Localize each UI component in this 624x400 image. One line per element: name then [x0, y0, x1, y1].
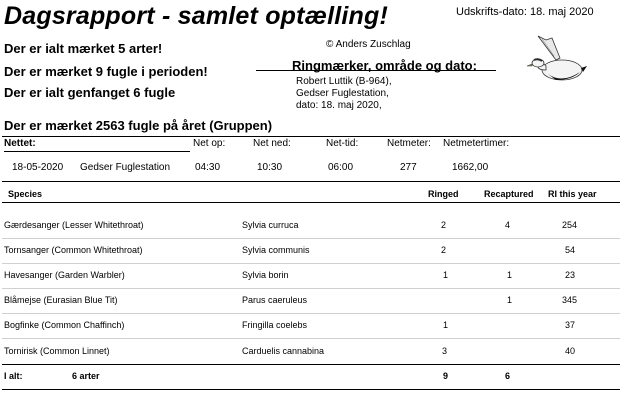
row-divider [2, 338, 620, 339]
net-tid-value: 06:00 [328, 162, 354, 173]
footer-ringed-total: 9 [443, 371, 449, 381]
col-header-recaptured: Recaptured [484, 189, 534, 199]
summary-recaptured: Der er ialt genfanget 6 fugle [4, 85, 176, 100]
summary-species: Der er ialt mærket 5 arter! [4, 41, 163, 56]
col-header-ri-year: RI this year [548, 189, 597, 199]
row-recaptured: 1 [507, 270, 513, 280]
row-species-name: Havesanger (Garden Warbler) [4, 270, 125, 280]
net-label-meter: Netmeter: [387, 138, 431, 149]
year-total: Der er mærket 2563 fugle på året (Gruppen) [4, 118, 273, 133]
copyright-text: © Anders Zuschlag [326, 39, 411, 50]
net-label-tid: Net-tid: [326, 138, 359, 149]
divider-header [2, 202, 620, 203]
divider-net [2, 181, 620, 182]
divider-footer [2, 364, 620, 365]
footer-species-count: 6 arter [72, 371, 100, 381]
col-header-species: Species [8, 189, 43, 199]
row-divider [2, 313, 620, 314]
row-ri-year: 54 [565, 245, 576, 255]
row-recaptured: 1 [507, 295, 513, 305]
net-label-metertimer: Netmetertimer: [443, 138, 510, 149]
row-ringed: 1 [443, 320, 449, 330]
row-divider [2, 288, 620, 289]
row-species-name: Tornirisk (Common Linnet) [4, 346, 110, 356]
row-ri-year: 40 [565, 346, 576, 356]
row-divider [2, 263, 620, 264]
net-date: 18-05-2020 [12, 162, 64, 173]
ringers-heading: Ringmærker, område og dato: [292, 58, 477, 73]
ringers-underline [256, 70, 496, 71]
net-op-value: 04:30 [195, 162, 221, 173]
row-species-name: Bogfinke (Common Chaffinch) [4, 320, 125, 330]
footer-recaptured-total: 6 [505, 371, 511, 381]
print-date-label: Udskrifts-dato: [456, 6, 527, 18]
net-label-ned: Net ned: [253, 138, 291, 149]
row-ringed: 1 [443, 270, 449, 280]
row-species-latin: Sylvia borin [242, 270, 289, 280]
row-species-name: Gærdesanger (Lesser Whitethroat) [4, 220, 144, 230]
row-species-name: Blåmejse (Eurasian Blue Tit) [4, 295, 118, 305]
print-date-value: 18. maj 2020 [530, 6, 594, 18]
row-ri-year: 37 [565, 320, 576, 330]
net-ned-value: 10:30 [257, 162, 283, 173]
net-label-op: Net op: [193, 138, 226, 149]
netmeter-value: 277 [400, 162, 417, 173]
row-species-latin: Parus caeruleus [242, 295, 308, 305]
netmetertimer-value: 1662,00 [452, 162, 489, 173]
row-ringed: 3 [442, 346, 448, 356]
row-ri-year: 254 [562, 220, 578, 230]
row-ri-year: 345 [562, 295, 578, 305]
row-ri-year: 23 [565, 270, 576, 280]
net-label-nettet: Nettet: [4, 138, 36, 149]
ringer-name: Robert Luttik (B-964), [296, 76, 392, 87]
row-species-latin: Fringilla coelebs [242, 320, 308, 330]
page-title: Dagsrapport - samlet optælling! [4, 2, 389, 30]
row-species-latin: Sylvia communis [242, 245, 310, 255]
row-ringed: 2 [441, 245, 447, 255]
col-header-ringed: Ringed [428, 189, 459, 199]
row-species-name: Tornsanger (Common Whitethroat) [4, 245, 143, 255]
ringer-date: dato: 18. maj 2020, [296, 100, 382, 111]
row-species-latin: Sylvia curruca [242, 220, 299, 230]
ringer-station: Gedser Fuglestation, [296, 88, 389, 99]
nettet-underline [4, 151, 190, 152]
row-species-latin: Carduelis cannabina [242, 346, 325, 356]
footer-label: I alt: [4, 371, 23, 381]
divider-bottom [2, 389, 620, 390]
divider-top [2, 136, 620, 137]
net-station: Gedser Fuglestation [80, 162, 171, 173]
summary-ringed: Der er mærket 9 fugle i perioden! [4, 64, 208, 79]
row-recaptured: 4 [505, 220, 511, 230]
row-divider [2, 238, 620, 239]
row-ringed: 2 [441, 220, 447, 230]
eider-duck-icon [526, 34, 588, 90]
